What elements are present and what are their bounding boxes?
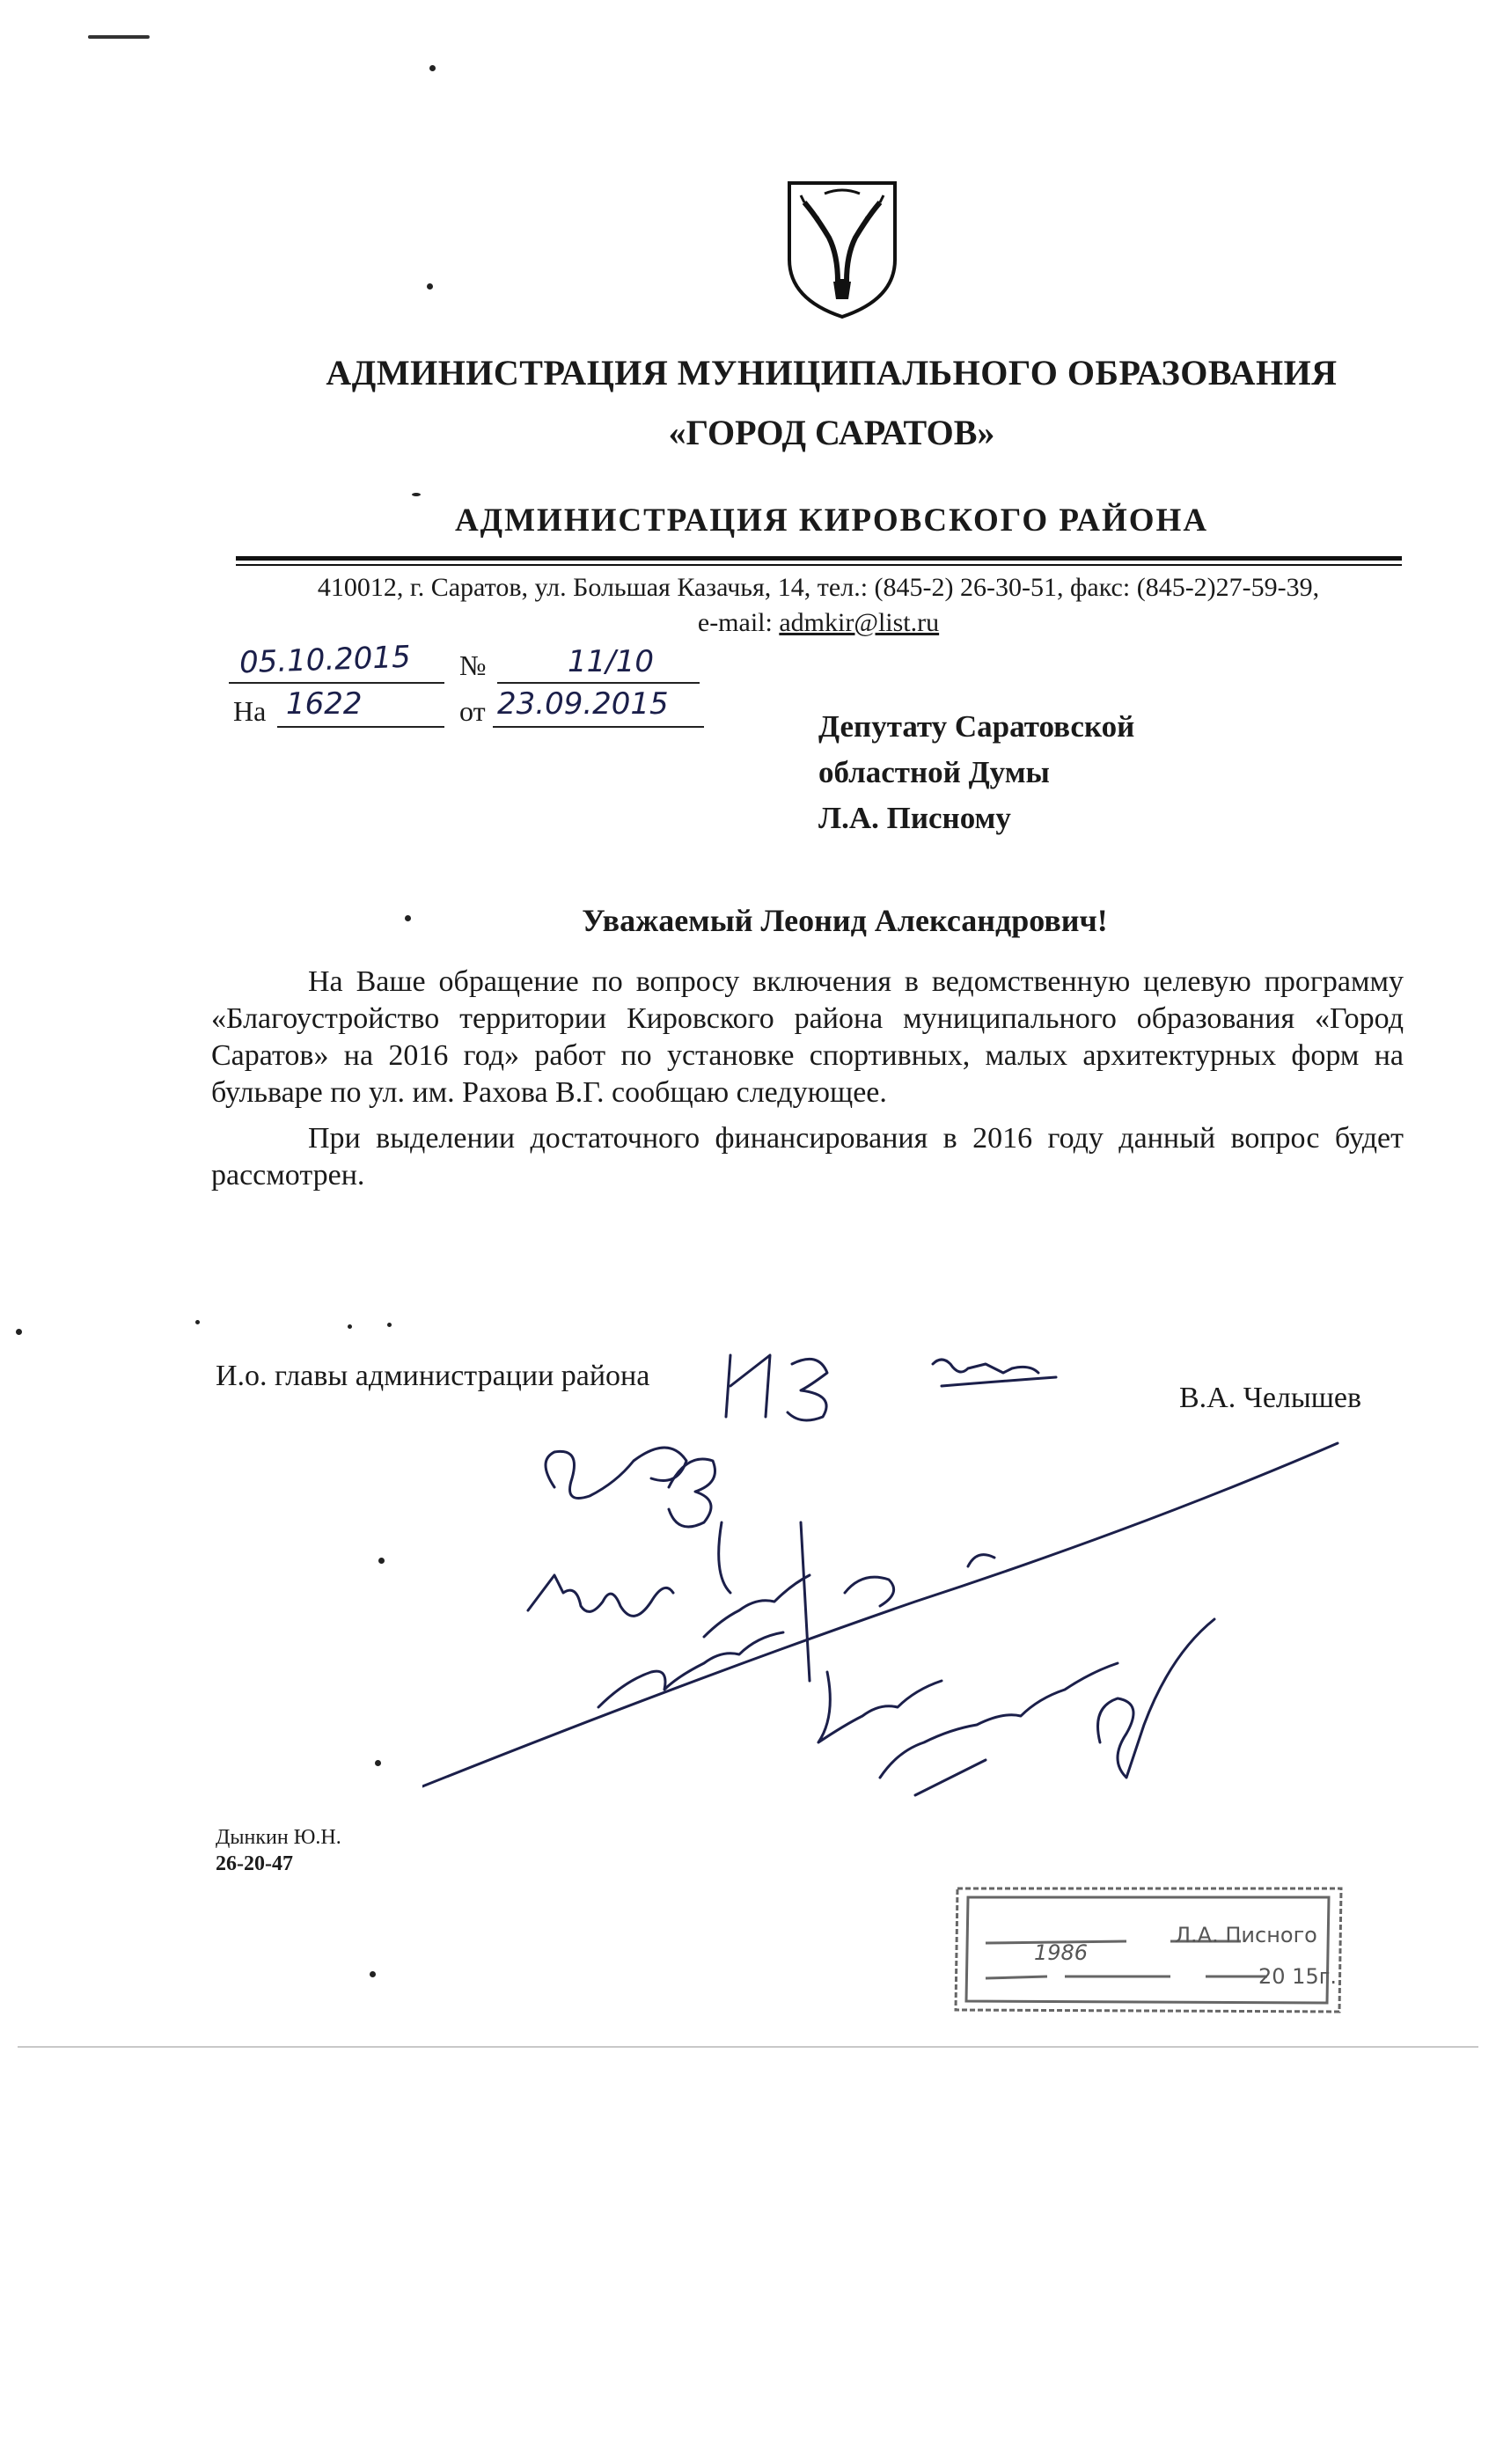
handwritten-resolution [422,1302,1408,1883]
page-edge [18,2046,1478,2048]
header-divider-thin [236,564,1402,566]
outgoing-number: 11/10 [568,644,654,679]
reference-number: 1622 [286,686,363,722]
reference-label: На [233,695,267,727]
scan-speck [378,1558,385,1564]
executor-name: Дынкин Ю.Н. [216,1826,341,1849]
stamp-number: 1986 [1034,1940,1089,1965]
reference-date: 23.09.2015 [497,686,669,722]
greeting: Уважаемый Леонид Александрович! [582,903,1108,938]
email-line [229,605,1408,641]
paragraph-1: На Ваше обращение по вопросу включения в ведомственную целевую программу «Благоустройство территории Кировского района муниципального образования «Город Саратов» на 2016 год» работ по установке спортивных, малых архитектурных форм на бульваре по ул. им. Рахова В.Г. сообщаю следующее. [211,965,1404,1109]
org-subtitle: АДМИНИСТРАЦИЯ КИРОВСКОГО РАЙОНА [454,502,1209,539]
outgoing-date: 05.10.2015 [238,639,412,681]
paragraph-2: При выделении достаточного финансирования в 2016 году данный вопрос будет рассмотрен. [211,1122,1404,1192]
org-address [229,570,1408,641]
signer-name: В.А. Челышев [1179,1382,1362,1414]
org-title-line1: АДМИНИСТРАЦИЯ МУНИЦИПАЛЬНОГО ОБРАЗОВАНИЯ [326,353,1338,392]
coat-of-arms-icon [785,176,899,321]
scan-speck [348,1324,352,1329]
scan-speck [412,493,421,496]
scan-speck [429,65,436,71]
from-label: от [459,695,486,727]
org-title-line2: «ГОРОД САРАТОВ» [668,413,995,452]
addressee-line3: Л.А. Писному [818,801,1011,835]
scan-speck [16,1329,22,1335]
email-link[interactable]: admkir@list.ru [779,608,940,637]
stamp-deputy: Л.А. Писного [1175,1923,1317,1947]
stamp-year: 20 15г. [1258,1964,1337,1989]
reference-date-underline [493,726,704,728]
header-divider [236,556,1402,561]
addressee-line2: областной Думы [818,755,1050,789]
date-underline [229,682,444,684]
scan-speck [195,1320,200,1324]
executor-phone: 26-20-47 [216,1852,293,1875]
scan-speck [427,283,433,290]
email-label: e-mail: [697,608,780,637]
scan-speck [370,1971,376,1977]
address-line: 410012, г. Саратов, ул. Большая Казачья, 14, тел.: (845-2) 26-30-51, факс: (845-2)27-59-39, [317,573,1320,602]
addressee-line1: Депутату Саратовской [818,709,1135,744]
registration-stamp-icon [950,1883,1346,2015]
addressee [818,704,1134,841]
reference-underline [277,726,444,728]
scan-speck [387,1323,392,1327]
scan-speck [375,1760,381,1766]
number-label: № [459,649,487,681]
signer-position: И.о. главы администрации района [216,1360,650,1392]
letter-body [211,964,1404,1194]
scan-mark [88,35,150,39]
number-underline [497,682,700,684]
